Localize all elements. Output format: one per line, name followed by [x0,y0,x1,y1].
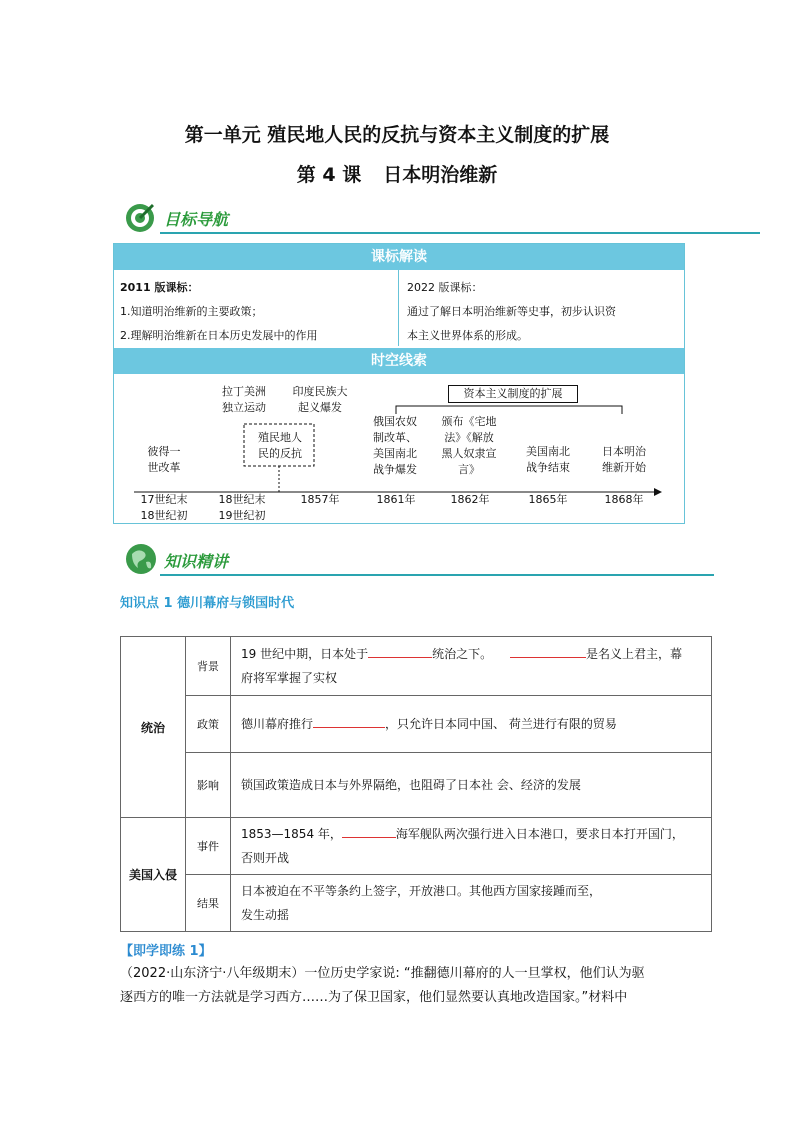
event-russia-reform [364,414,426,478]
row-label: 结果 [186,875,231,932]
fill-blank[interactable] [342,823,396,838]
event-peter-reform [134,444,194,476]
date-text: 1862年 [450,493,490,506]
event-text: 美国南北 [526,445,570,458]
globe-icon [124,542,158,576]
table-row [121,818,712,875]
content-text: 否则开战 [241,851,290,865]
exercise-title: 【即学即练 1】 [120,944,212,959]
date-text: 1857年 [300,493,340,506]
content-text: 锁国政策造成日本与外界隔绝，也阻碍了日本社 会、经济的发展 [241,778,581,792]
event-text: 黑人奴隶宣 [441,447,497,460]
row-content [231,818,712,875]
event-meiji-start [592,444,656,476]
knowledge-point-title: 知识点 1 德川幕府与锁国时代 [120,596,295,611]
lesson-title [0,160,794,187]
content-text: 19 世纪中期，日本处于 [241,647,369,661]
event-homestead-act [436,414,502,478]
date-text: 19世纪初 [218,509,266,522]
table-row [121,637,712,696]
row-content [231,637,712,696]
event-latin-america [212,384,276,416]
content-text: ，只允许日本同中国、 荷兰进行有限的贸易 [385,717,617,731]
content-text: 统治之下。 [432,647,493,661]
colony-label-line: 民的反抗 [258,447,302,460]
date-label [594,492,654,508]
content-text: 府将军掌握了实权 [241,671,338,685]
row-label: 影响 [186,753,231,818]
event-text: 战争爆发 [373,463,417,476]
knowledge-section-header [124,542,724,578]
date-label [290,492,350,508]
standards-2022-text: 本主义世界体系的形成。 [407,329,528,342]
content-text: 是名义上君主，幕 [585,647,682,661]
event-text: 俄国农奴 [373,415,417,428]
standards-2011 [114,270,399,346]
knowledge-divider [160,574,714,576]
event-text: 独立运动 [222,401,266,414]
standards-2022-label: 2022 版课标： [407,281,483,294]
event-text: 维新开始 [602,461,646,474]
exercise-text [120,962,680,1010]
content-text: 1853—1854 年， [241,827,342,841]
lesson-name: 日本明治维新 [383,164,498,186]
event-text: 美国南北 [373,447,417,460]
bracket-line [396,406,622,414]
event-civil-war-end [516,444,580,476]
content-text: 日本被迫在不平等条约上签字，开放港口。其他西方国家接踵而至， [241,884,602,898]
goal-divider [160,232,760,234]
content-text: 德川幕府推行 [241,717,314,731]
date-label [518,492,578,508]
date-text: 1868年 [604,493,644,506]
timeline-arrow [654,488,662,496]
event-text: 世改革 [147,461,181,474]
timeline-bar: 时空线索 [114,348,684,374]
event-text: 战争结束 [526,461,570,474]
event-text: 法》《解放 [444,431,494,444]
date-label [366,492,426,508]
row-label: 政策 [186,696,231,753]
exercise-line: 逐西方的唯一方法就是学习西方……为了保卫国家，他们显然要认真地改造国家。”材料中 [120,990,628,1005]
table-row [121,875,712,932]
event-text: 印度民族大 [292,385,348,398]
unit-title: 第一单元 殖民地人民的反抗与资本主义制度的扩展 [184,124,610,146]
fill-blank[interactable] [510,643,586,658]
row-content [231,753,712,818]
date-label [134,492,194,524]
date-label [212,492,272,524]
goal-section-label: 目标导航 [164,210,229,229]
event-text: 颁布《宅地 [441,415,497,428]
event-text: 拉丁美洲 [222,385,266,398]
colony-label-line: 殖民地人 [258,431,302,444]
row-content [231,875,712,932]
event-india-uprising [280,384,360,416]
table-row [121,696,712,753]
date-text: 18世纪初 [140,509,188,522]
event-text: 日本明治 [602,445,646,458]
standards-2011-item: 1.知道明治维新的主要政策； [120,305,263,318]
row-label: 背景 [186,637,231,696]
content-text: 海军舰队两次强行进入日本港口，要求日本打开国门， [395,827,684,841]
event-text: 起义爆发 [298,401,342,414]
table-row [121,753,712,818]
date-text: 18世纪末 [218,493,266,506]
standards-bar: 课标解读 [114,244,684,270]
row-content [231,696,712,753]
row-label: 事件 [186,818,231,875]
target-icon [124,200,158,234]
fill-blank[interactable] [313,713,385,728]
event-text: 制改革、 [373,431,417,444]
goal-section-header [124,200,764,236]
date-label [440,492,500,508]
lesson-number: 第 4 课 [296,164,362,186]
knowledge-table [120,636,712,932]
date-text: 17世纪末 [140,493,188,506]
date-text: 1861年 [376,493,416,506]
exercise-line: （2022·山东济宁·八年级期末）一位历史学家说: “推翻德川幕府的人一旦掌权，他们认为驱 [120,966,645,981]
fill-blank[interactable] [368,643,432,658]
capitalism-expansion-label: 资本主义制度的扩展 [448,385,578,403]
category-cell: 统治 [121,637,186,818]
event-text: 言》 [458,463,480,476]
standards-2011-label: 2011 版课标： [120,281,199,294]
event-text: 彼得一 [147,445,181,458]
standards-2022 [399,270,684,346]
colony-resistance-label [246,430,314,462]
standards-panel [113,243,685,524]
date-text: 1865年 [528,493,568,506]
category-cell: 美国入侵 [121,818,186,932]
standards-2022-text: 通过了解日本明治维新等史事，初步认识资 [407,305,616,318]
standards-2011-item: 2.理解明治维新在日本历史发展中的作用 [120,329,318,342]
knowledge-section-label: 知识精讲 [164,552,229,571]
content-text: 发生动摇 [241,908,290,922]
